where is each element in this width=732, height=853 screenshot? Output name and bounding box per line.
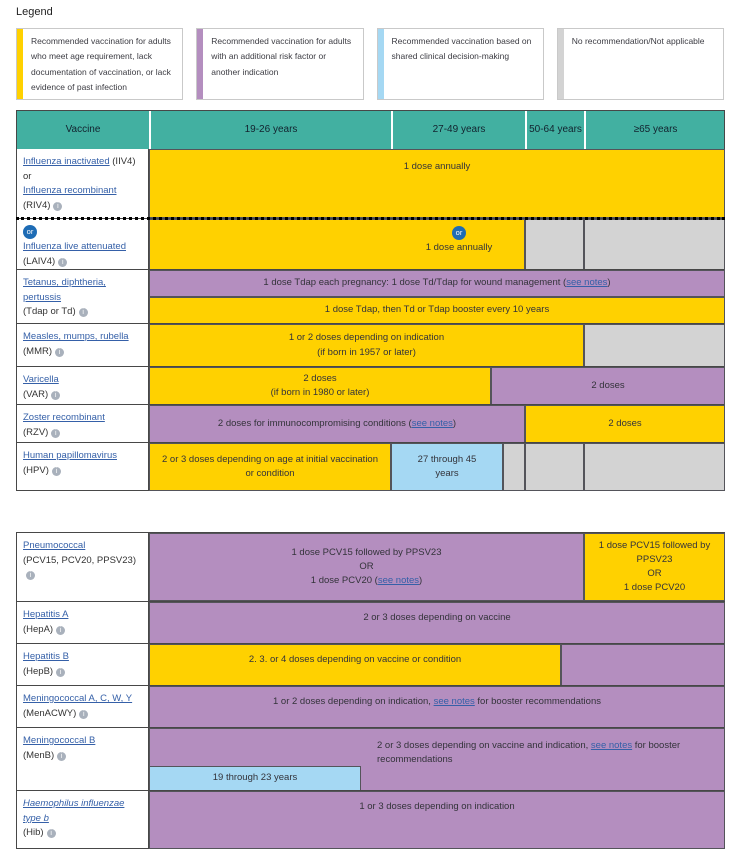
row-bars [149, 219, 724, 269]
table-row-human-papillomavirus [17, 442, 724, 490]
text: 27 through 45 [417, 453, 477, 465]
schedule-cell-purple [149, 270, 725, 297]
cell-text [150, 546, 583, 589]
text: (VAR) [23, 388, 49, 400]
cell-text [150, 331, 583, 360]
text: 1 dose Tdap each pregnancy: 1 dose Td/Tdap for wound management ( [263, 277, 567, 289]
row-bars [149, 728, 724, 790]
table-row-hepatitis-b [17, 643, 724, 685]
legend-item-text: Recommended vaccination for adults with an additional risk factor or another indication [211, 36, 352, 77]
info-icon[interactable]: i [26, 571, 35, 580]
schedule-cell-gray [525, 219, 584, 270]
cell-text-line [593, 581, 716, 595]
text: 1 dose PCV20 ( [310, 575, 378, 587]
cell-text-line [158, 695, 716, 709]
cell-text-line [158, 453, 382, 482]
legend-title: Legend [16, 6, 53, 18]
vaccine-link[interactable]: Influenza recombinant [23, 185, 117, 197]
schedule-cell-yellow [149, 324, 584, 367]
schedule-cell-purple [491, 367, 725, 405]
row-bars [149, 324, 724, 366]
schedule-cell-yellow [149, 149, 725, 218]
vaccine-link[interactable]: Tetanus, diphtheria, pertussis [23, 277, 106, 303]
table-row-varicella [17, 366, 724, 404]
text: 2. 3. or 4 doses depending on vaccine or condition [248, 654, 462, 665]
cell-text-line [158, 560, 575, 574]
cell-text-line [158, 417, 516, 431]
table-row-meningococcal-acwy [17, 685, 724, 727]
cell-text [150, 303, 724, 317]
text: 1 dose PCV15 followed by [598, 539, 711, 551]
column-header-65plus: ≥65 years [584, 111, 725, 149]
text: for booster recommendations [377, 740, 681, 766]
text: or [23, 170, 32, 182]
schedule-cell-blue [391, 443, 503, 491]
text: OR [647, 568, 662, 579]
info-icon[interactable]: i [51, 391, 60, 400]
schedule-cell-yellow [149, 644, 561, 686]
vaccine-cell [17, 270, 149, 323]
table-row-pneumococcal [17, 533, 724, 601]
column-header-vaccine: Vaccine [65, 123, 101, 135]
cell-text [377, 739, 707, 768]
vaccine-link[interactable]: Meningococcal B [23, 735, 96, 746]
column-header-19-26: 19-26 years [149, 111, 391, 149]
table-row-zoster-recombinant [17, 404, 724, 442]
cell-text-line [593, 553, 716, 567]
text: ) [452, 417, 457, 429]
info-icon[interactable]: i [57, 752, 66, 761]
text: 1 dose Tdap, then Td or Tdap booster every 10 years [324, 304, 550, 316]
cell-text [150, 417, 524, 431]
vaccine-link[interactable]: Human papillomavirus [23, 450, 117, 461]
schedule-cell-purple [149, 791, 725, 849]
cell-text-line [377, 739, 707, 768]
cell-text [585, 539, 724, 596]
cell-text [150, 645, 560, 667]
cell-text [492, 379, 724, 393]
text: (if born in 1980 or later) [270, 387, 370, 398]
info-icon[interactable]: i [79, 308, 88, 317]
text: 2 doses [591, 379, 625, 391]
schedule-cell-yellow [525, 405, 725, 443]
text: 1 dose annually [425, 241, 493, 253]
legend-item-text: Recommended vaccination based on shared clinical decision-making [391, 36, 532, 62]
vaccine-cell [17, 219, 149, 269]
text: (Tdap or Td) [23, 306, 76, 318]
schedule-cell-gray [584, 443, 725, 491]
schedule-cell-yellow [149, 297, 725, 324]
vaccine-cell [17, 405, 149, 442]
schedule-table-lower [16, 532, 725, 849]
text: 1 dose annually [403, 161, 471, 172]
cell-text [150, 603, 724, 625]
cell-text-line [158, 331, 575, 345]
cell-text-line [158, 276, 716, 290]
text: for booster recommendations [474, 696, 601, 707]
schedule-cell-purple [149, 602, 725, 644]
info-icon[interactable]: i [52, 467, 61, 476]
schedule-cell-gray [584, 324, 725, 367]
text: (RIV4) [23, 200, 51, 212]
cell-text-line [534, 417, 716, 431]
vaccine-cell [17, 443, 149, 490]
cell-text-line [158, 771, 352, 785]
info-icon[interactable]: i [51, 429, 60, 438]
see-notes-link[interactable]: see notes [411, 417, 453, 429]
legend-item [196, 28, 363, 100]
vaccine-cell [17, 602, 149, 643]
vaccine-link[interactable]: Influenza inactivated [23, 156, 110, 167]
cell-text [150, 687, 724, 709]
row-bars [149, 602, 724, 643]
cell-text [150, 150, 724, 174]
legend-item-text: No recommendation/Not applicable [571, 36, 705, 46]
vaccine-link[interactable]: Hepatitis A [23, 609, 69, 620]
text: 1 or 2 doses depending on indication [288, 332, 445, 344]
cell-text-line [158, 800, 716, 814]
cell-text [392, 453, 502, 482]
cell-text [150, 792, 724, 814]
schedule-cell-gray [503, 443, 525, 491]
schedule-cell-purple [561, 644, 725, 686]
info-icon[interactable]: i [55, 348, 64, 357]
cell-text-line [500, 379, 716, 393]
schedule-cell-purple [149, 405, 525, 443]
see-notes-link[interactable]: see notes [433, 696, 475, 707]
cell-text-line [158, 346, 575, 360]
cell-text-line [593, 539, 716, 553]
cell-text [150, 771, 360, 785]
cell-text-line [400, 467, 494, 481]
schedule-cell-purple [149, 533, 584, 601]
text: (HepB) [23, 665, 54, 677]
info-icon[interactable]: i [56, 668, 65, 677]
text: 1 dose PCV15 followed by PPSV23 [291, 546, 442, 558]
text: (HPV) [23, 464, 49, 476]
row-bars [149, 686, 724, 727]
row-bars [149, 367, 724, 404]
text: (Hib) [23, 827, 44, 839]
cell-text-line [158, 386, 482, 400]
schedule-cell-yellow [149, 443, 391, 491]
text: (IIV4) [109, 156, 136, 167]
table-row-haemophilus-influenzae-b [17, 790, 724, 848]
vaccine-cell [17, 686, 149, 727]
table-row-meningococcal-b [17, 727, 724, 790]
vaccine-link[interactable]: Hepatitis B [23, 651, 69, 662]
cell-text-line [400, 453, 494, 467]
text: (MMR) [23, 345, 53, 357]
table-row-hepatitis-a [17, 601, 724, 643]
or-badge: or [23, 225, 37, 239]
legend-item-text: Recommended vaccination for adults who meet age requirement, lack documentation of vaccination, or lack evidence of past infection [31, 36, 171, 92]
text: 1 or 2 doses depending on indication, [273, 696, 434, 707]
cell-text [150, 372, 490, 401]
schedule-cell-gray [584, 219, 725, 270]
text: 2 or 3 doses depending on age at initial vaccination or condition [161, 453, 378, 479]
vaccine-link[interactable]: Measles, mumps, rubella [23, 331, 129, 342]
cell-text-line [158, 372, 482, 386]
vaccine-link[interactable]: Zoster recombinant [23, 412, 105, 423]
text: 2 or 3 doses depending on vaccine and indication, [377, 740, 591, 751]
schedule-cell-purple [149, 686, 725, 728]
vaccine-cell [17, 791, 149, 848]
text: years [435, 468, 459, 479]
text: ) [607, 277, 611, 289]
cell-text [150, 276, 724, 290]
schedule-cell-gray [525, 443, 584, 491]
cell-text-line [158, 574, 575, 588]
or-badge: or [452, 226, 466, 240]
vaccine-link[interactable]: Meningococcal A, C, W, Y [23, 693, 133, 704]
cell-text-line [158, 303, 716, 317]
text: 2 doses for immunocompromising conditions ( [217, 417, 412, 429]
cell-text-line [158, 160, 716, 174]
row-bars [149, 149, 724, 218]
cell-text [526, 417, 724, 431]
text: 2 doses [303, 372, 337, 384]
vaccine-cell [17, 367, 149, 404]
info-icon[interactable]: i [56, 626, 65, 635]
text: (LAIV4) [23, 255, 56, 267]
text: 19 through 23 years [212, 772, 298, 784]
row-bars [149, 270, 724, 323]
dotted-separator [16, 217, 725, 220]
vaccine-cell [17, 533, 149, 601]
row-bars [149, 405, 724, 442]
legend [16, 28, 724, 100]
legend-item [557, 28, 724, 100]
text: (PCV15, PCV20, PPSV23) [23, 554, 136, 566]
see-notes-link[interactable]: see notes [590, 740, 633, 751]
row-bars [149, 443, 724, 490]
text: (RZV) [23, 426, 49, 438]
schedule-cell-yellow [149, 219, 525, 270]
schedule-cell-yellow [149, 367, 491, 405]
info-icon[interactable]: i [53, 202, 62, 211]
cell-text-line [158, 611, 716, 625]
vaccine-link[interactable]: Influenza live attenuated [23, 240, 126, 252]
text: 2 doses [608, 417, 642, 429]
text: (MenB) [23, 749, 55, 761]
text: 1 or 3 doses depending on indication [359, 801, 515, 812]
info-icon[interactable]: i [58, 258, 67, 267]
row-bars [149, 533, 724, 601]
table-row-influenza-live-attenuated [17, 218, 724, 269]
legend-item [377, 28, 544, 100]
row-bars [149, 791, 724, 848]
info-icon[interactable]: i [79, 710, 88, 719]
cell-text-line [593, 567, 716, 581]
vaccine-link[interactable]: Haemophilus influenzae type b [23, 798, 125, 824]
text: (MenACWY) [23, 707, 77, 719]
cell-text-line [158, 653, 552, 667]
schedule-cell-blue [149, 766, 361, 791]
text: 2 or 3 doses depending on vaccine [363, 612, 511, 623]
text: (HepA) [23, 623, 54, 635]
table-row-tetanus-diphtheria-pertussis [17, 269, 724, 323]
vaccine-cell [17, 644, 149, 685]
vaccine-link[interactable]: Pneumococcal [23, 540, 86, 551]
vaccine-cell [17, 149, 149, 218]
info-icon[interactable]: i [47, 829, 56, 838]
text: 1 dose PCV20 [623, 582, 686, 594]
text: ) [419, 575, 423, 587]
cell-text [150, 453, 390, 482]
text: OR [359, 560, 374, 572]
table-row-influenza-inactivated [17, 149, 724, 218]
text: PPSV23 [636, 553, 673, 565]
vaccine-link[interactable]: Varicella [23, 374, 59, 385]
see-notes-link[interactable]: see notes [377, 575, 420, 587]
vaccine-cell [17, 324, 149, 366]
table-header [17, 111, 724, 149]
table-row-measles-mumps-rubella [17, 323, 724, 366]
cell-text-line [158, 546, 575, 560]
schedule-cell-yellow [584, 533, 725, 601]
see-notes-link[interactable]: see notes [566, 277, 608, 289]
schedule-table-upper [16, 110, 725, 491]
vaccine-cell [17, 728, 149, 790]
column-header-50-64: 50-64 years [525, 111, 584, 149]
text: (if born in 1957 or later) [317, 346, 416, 358]
column-header-27-49: 27-49 years [391, 111, 525, 149]
row-bars [149, 644, 724, 685]
legend-item [16, 28, 183, 100]
